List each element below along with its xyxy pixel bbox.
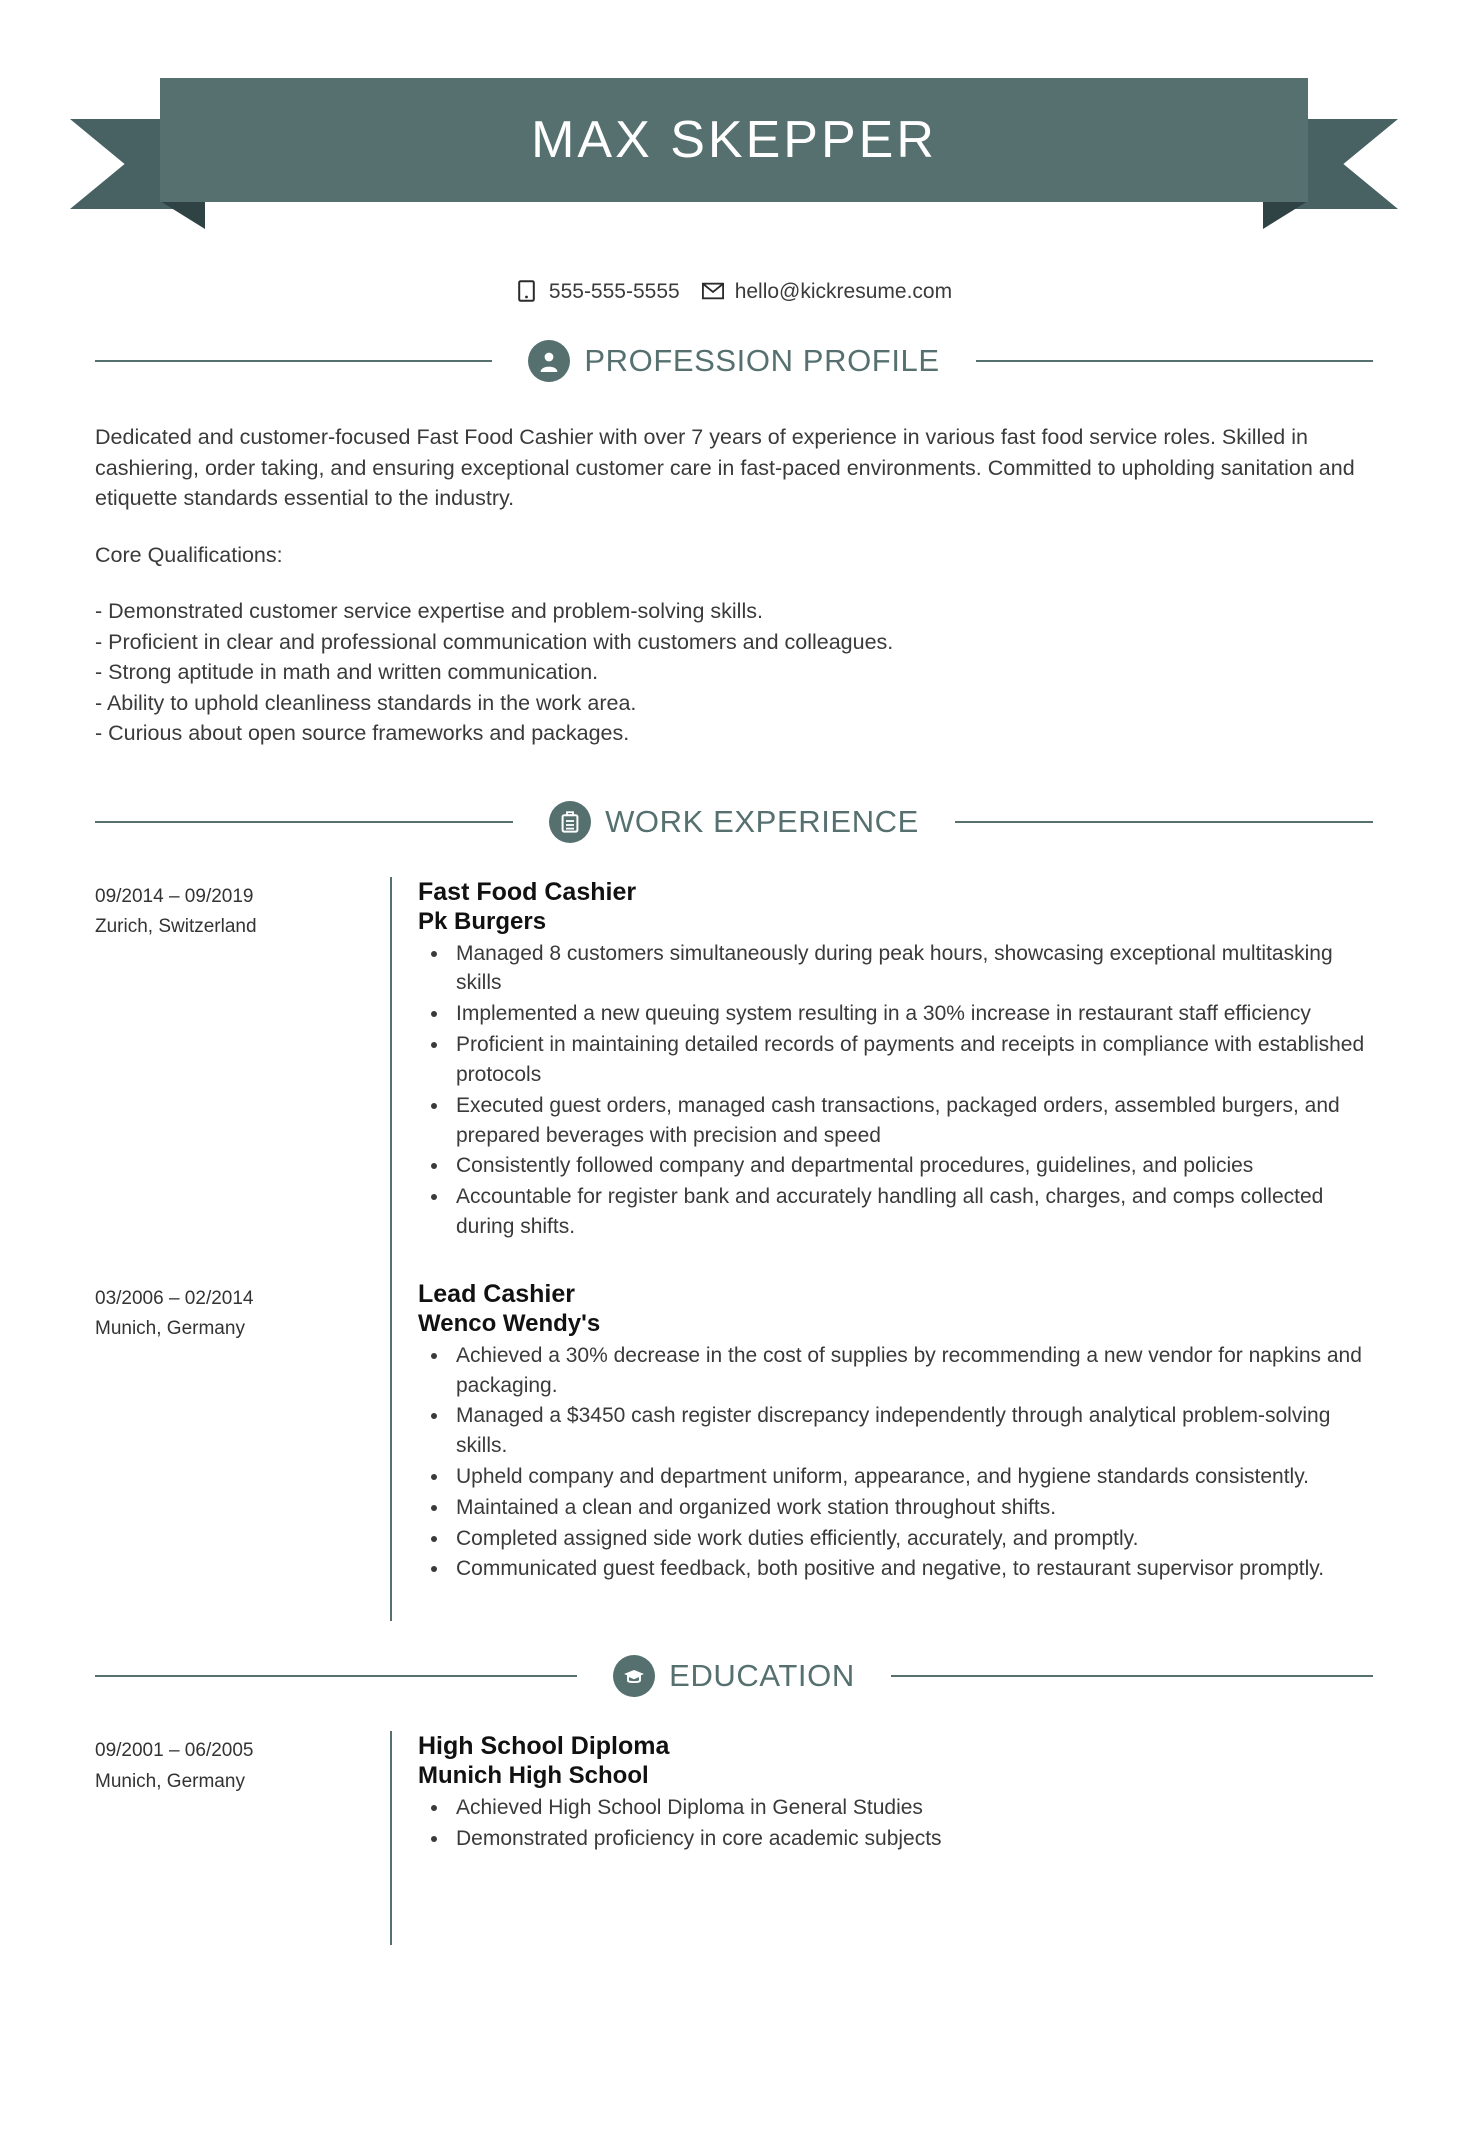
entry-bullets bbox=[418, 939, 1373, 1242]
section-rule-left bbox=[95, 1675, 577, 1677]
ribbon-banner bbox=[160, 78, 1308, 202]
section-title-work: WORK EXPERIENCE bbox=[605, 803, 919, 839]
entry-role: Lead Cashier bbox=[418, 1279, 576, 1308]
entry-meta bbox=[95, 877, 390, 1279]
contact-row bbox=[0, 280, 1468, 302]
bullet-item: • Executed guest orders, managed cash transactions, packaged orders, assembled burgers, and prepared beverages with precision and speed bbox=[450, 1091, 1373, 1151]
entry-dates: 09/2001 – 06/2005 bbox=[95, 1740, 254, 1762]
entry-organization: Wenco Wendy's bbox=[418, 1309, 601, 1337]
entry-location: Zurich, Switzerland bbox=[95, 916, 257, 938]
ribbon-fold-left bbox=[160, 201, 205, 229]
bullet-item: • Maintained a clean and organized work station throughout shifts. bbox=[450, 1493, 1373, 1523]
entry-role: High School Diploma bbox=[418, 1732, 670, 1761]
person-icon bbox=[528, 340, 570, 382]
entry-content bbox=[390, 1731, 1373, 1945]
bullet-item: • Communicated guest feedback, both positive and negative, to restaurant supervisor promptly. bbox=[450, 1554, 1373, 1584]
entry-organization: Munich High School bbox=[418, 1762, 649, 1790]
envelope-icon bbox=[702, 280, 724, 302]
entry-dates: 03/2006 – 02/2014 bbox=[95, 1287, 254, 1309]
work-entries bbox=[95, 877, 1373, 1622]
bullet-item: • Upheld company and department uniform, appearance, and hygiene standards consistently. bbox=[450, 1462, 1373, 1492]
phone-number: 555-555-5555 bbox=[548, 279, 680, 303]
entry-content bbox=[390, 877, 1373, 1279]
section-header-profile bbox=[95, 340, 1373, 382]
bullet-item: • Managed 8 customers simultaneously during peak hours, showcasing exceptional multitasking skills bbox=[450, 939, 1373, 999]
section-header-education bbox=[95, 1655, 1373, 1697]
qualification-item: - Demonstrated customer service expertise and problem-solving skills. bbox=[95, 599, 763, 624]
header-ribbon bbox=[0, 56, 1468, 256]
bullet-item: • Implemented a new queuing system resulting in a 30% increase in restaurant staff efficiency bbox=[450, 999, 1373, 1029]
bullet-item: • Demonstrated proficiency in core academic subjects bbox=[450, 1824, 1373, 1854]
graduation-cap-icon bbox=[613, 1655, 655, 1697]
work-entry bbox=[95, 877, 1373, 1279]
bullet-item: • Accountable for register bank and accurately handling all cash, charges, and comps collected during shifts. bbox=[450, 1182, 1373, 1242]
entry-meta bbox=[95, 1731, 390, 1945]
section-rule-right bbox=[955, 821, 1373, 823]
contact-email bbox=[702, 280, 952, 302]
section-rule-left bbox=[95, 360, 492, 362]
section-title-profile: PROFESSION PROFILE bbox=[584, 343, 940, 378]
section-rule-right bbox=[976, 360, 1373, 362]
profile-body bbox=[95, 422, 1373, 749]
briefcase-icon bbox=[549, 801, 591, 843]
contact-phone bbox=[516, 280, 680, 302]
section-header-work bbox=[95, 801, 1373, 843]
qualification-item: - Ability to uphold cleanliness standards in the work area. bbox=[95, 690, 637, 715]
resume-page bbox=[0, 56, 1468, 2132]
entry-location: Munich, Germany bbox=[95, 1318, 245, 1340]
qualification-item: - Proficient in clear and professional communication with customers and colleagues. bbox=[95, 629, 894, 654]
qualification-item: - Curious about open source frameworks and packages. bbox=[95, 721, 630, 746]
candidate-name: MAX SKEPPER bbox=[531, 111, 937, 169]
bullet-item: • Completed assigned side work duties efficiently, accurately, and promptly. bbox=[450, 1524, 1373, 1554]
entry-dates: 09/2014 – 09/2019 bbox=[95, 885, 254, 907]
core-qualifications-list bbox=[95, 596, 1373, 749]
education-entries bbox=[95, 1731, 1373, 1945]
section-title-education: EDUCATION bbox=[669, 1658, 855, 1694]
section-rule-right bbox=[891, 1675, 1373, 1677]
phone-icon bbox=[516, 280, 538, 302]
section-rule-left bbox=[95, 821, 513, 823]
bullet-item: • Consistently followed company and departmental procedures, guidelines, and policies bbox=[450, 1151, 1373, 1181]
entry-bullets bbox=[418, 1341, 1373, 1585]
entry-organization: Pk Burgers bbox=[418, 907, 547, 935]
entry-meta bbox=[95, 1279, 390, 1622]
ribbon-fold-right bbox=[1263, 201, 1308, 229]
entry-bullets bbox=[418, 1793, 1373, 1854]
profile-summary: Dedicated and customer-focused Fast Food Cashier with over 7 years of experience in various fast food service roles. Skilled in cashiering, order taking, and ensuring exceptional customer care in fast-paced environments. Committed to upholding sanitation and etiquette standards essential to the industry. bbox=[95, 425, 1355, 511]
bullet-item: • Proficient in maintaining detailed records of payments and receipts in compliance with established protocols bbox=[450, 1030, 1373, 1090]
entry-content bbox=[390, 1279, 1373, 1622]
bullet-item: • Managed a $3450 cash register discrepancy independently through analytical problem-solving skills. bbox=[450, 1401, 1373, 1461]
email-address: hello@kickresume.com bbox=[734, 279, 953, 303]
education-entry bbox=[95, 1731, 1373, 1945]
work-entry bbox=[95, 1279, 1373, 1622]
core-qualifications-label: Core Qualifications: bbox=[95, 542, 283, 567]
entry-role: Fast Food Cashier bbox=[418, 877, 637, 906]
bullet-item: • Achieved a 30% decrease in the cost of supplies by recommending a new vendor for napkins and packaging. bbox=[450, 1341, 1373, 1401]
qualification-item: - Strong aptitude in math and written communication. bbox=[95, 660, 599, 685]
entry-location: Munich, Germany bbox=[95, 1770, 245, 1792]
bullet-item: • Achieved High School Diploma in General Studies bbox=[450, 1793, 1373, 1823]
